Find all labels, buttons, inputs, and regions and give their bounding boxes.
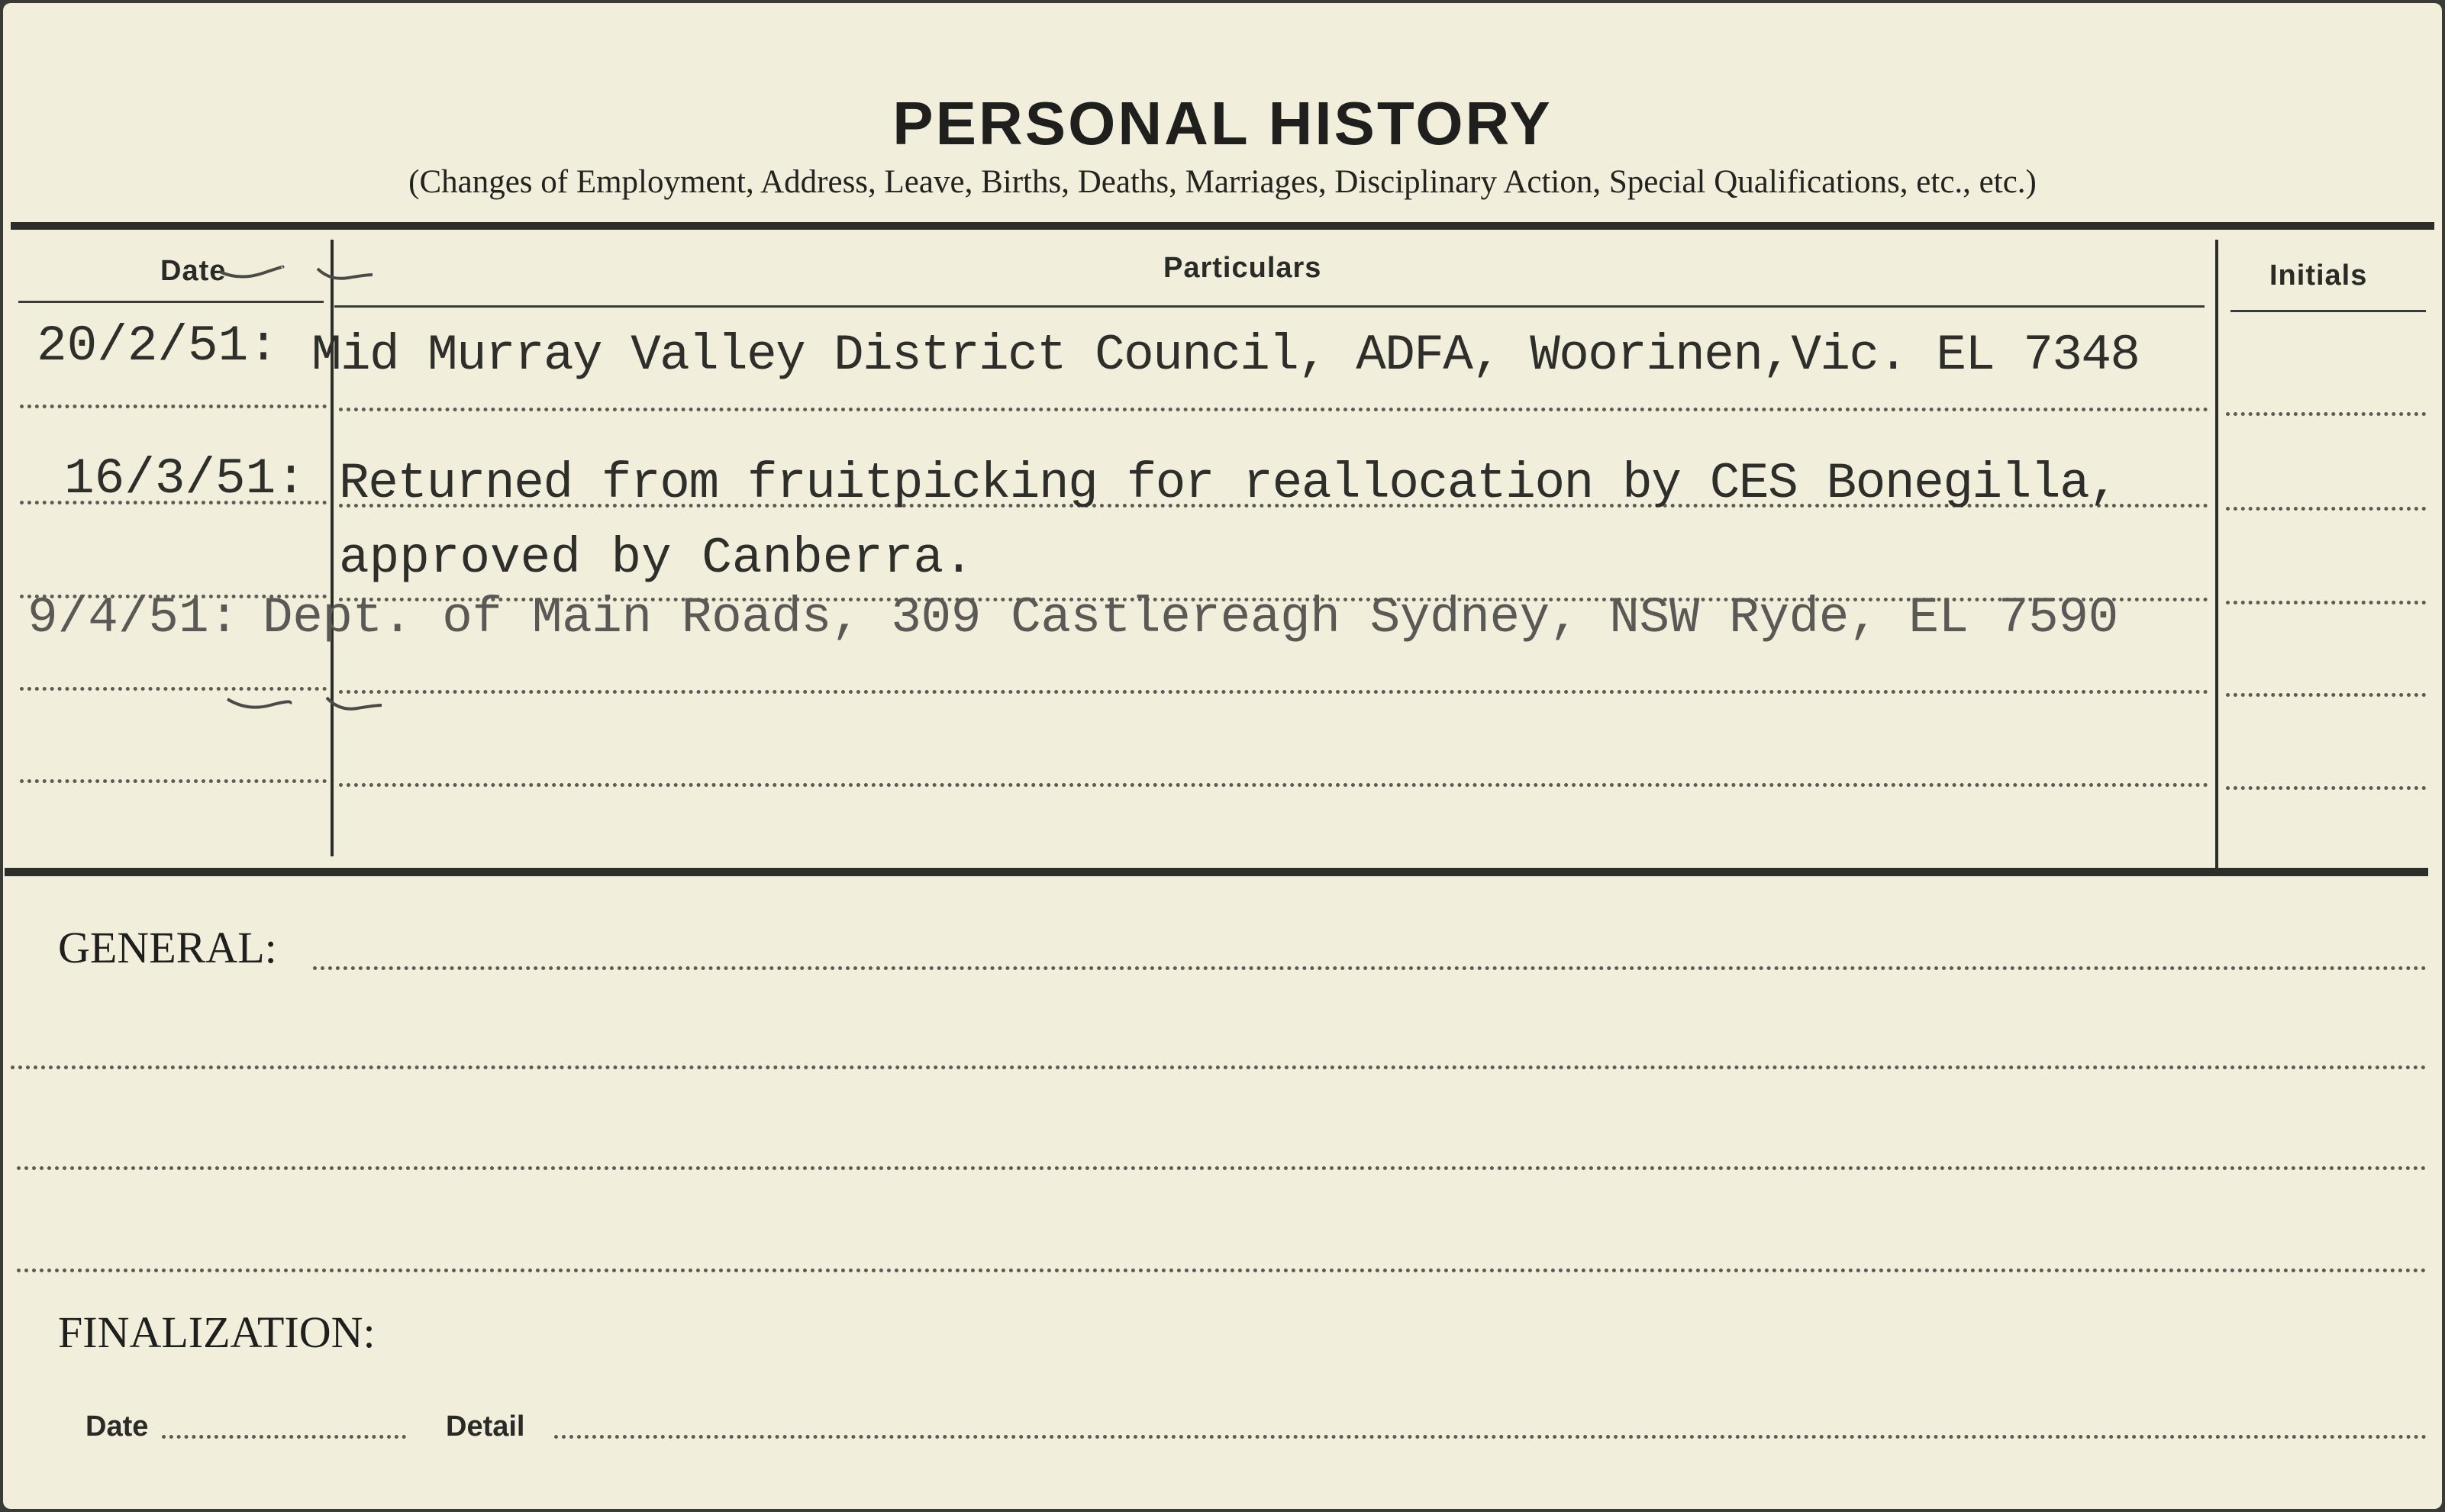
general-line [313,966,2427,970]
general-line [17,1166,2427,1170]
finalization-date-line [162,1435,406,1439]
column-header-particulars: Particulars [1163,252,1322,284]
entry-2-particulars-continued: approved by Canberra. [339,530,974,587]
general-line [17,1269,2427,1272]
date-row-line [20,687,327,691]
staple-mark [224,693,293,716]
date-header-underline [18,301,324,303]
staple-mark [217,258,285,284]
finalization-date-label: Date [85,1410,149,1443]
personal-history-card [3,3,2442,1509]
entry-1-particulars: Mid Murray Valley District Council, ADFA, Woorinen,Vic. EL 7348 [311,327,2140,384]
initials-row-line [2226,412,2426,416]
date-row-line [20,405,327,408]
entry-2-particulars: Returned from fruitpicking for reallocation by CES Bonegilla, [339,455,2118,512]
column-header-initials: Initials [2269,260,2368,292]
card-title: PERSONAL HISTORY [892,89,1553,157]
initials-row-line [2226,601,2426,604]
staple-mark [314,261,376,287]
particulars-row-line [339,783,2209,787]
finalization-label: FINALIZATION: [58,1307,376,1357]
initials-row-line [2226,786,2426,790]
initials-column-divider [2215,240,2218,870]
top-rule [11,222,2434,230]
initials-row-line [2226,507,2426,511]
card-subtitle: (Changes of Employment, Address, Leave, Births, Deaths, Marriages, Disciplinary Action, Special Qualifications, etc., etc.) [408,164,2037,200]
finalization-detail-line [554,1435,2427,1439]
particulars-header-underline [334,305,2205,308]
particulars-row-line [339,408,2209,411]
staple-mark [324,693,385,716]
initials-row-line [2226,693,2426,697]
date-row-line [20,779,327,783]
entry-1-date: 20/2/51: [37,318,279,375]
middle-rule [5,868,2428,876]
entry-3-particulars: Dept. of Main Roads, 309 Castlereagh Sydney, NSW Ryde, EL 7590 [263,589,2118,646]
initials-header-underline [2230,310,2426,312]
column-header-date: Date [160,255,227,287]
entry-3-date: 9/4/51: [27,589,240,646]
general-label: GENERAL: [58,923,277,972]
entry-2-date: 16/3/51: [64,450,306,508]
general-line [11,1065,2427,1069]
finalization-detail-label: Detail [446,1410,525,1443]
particulars-row-line [339,690,2209,694]
